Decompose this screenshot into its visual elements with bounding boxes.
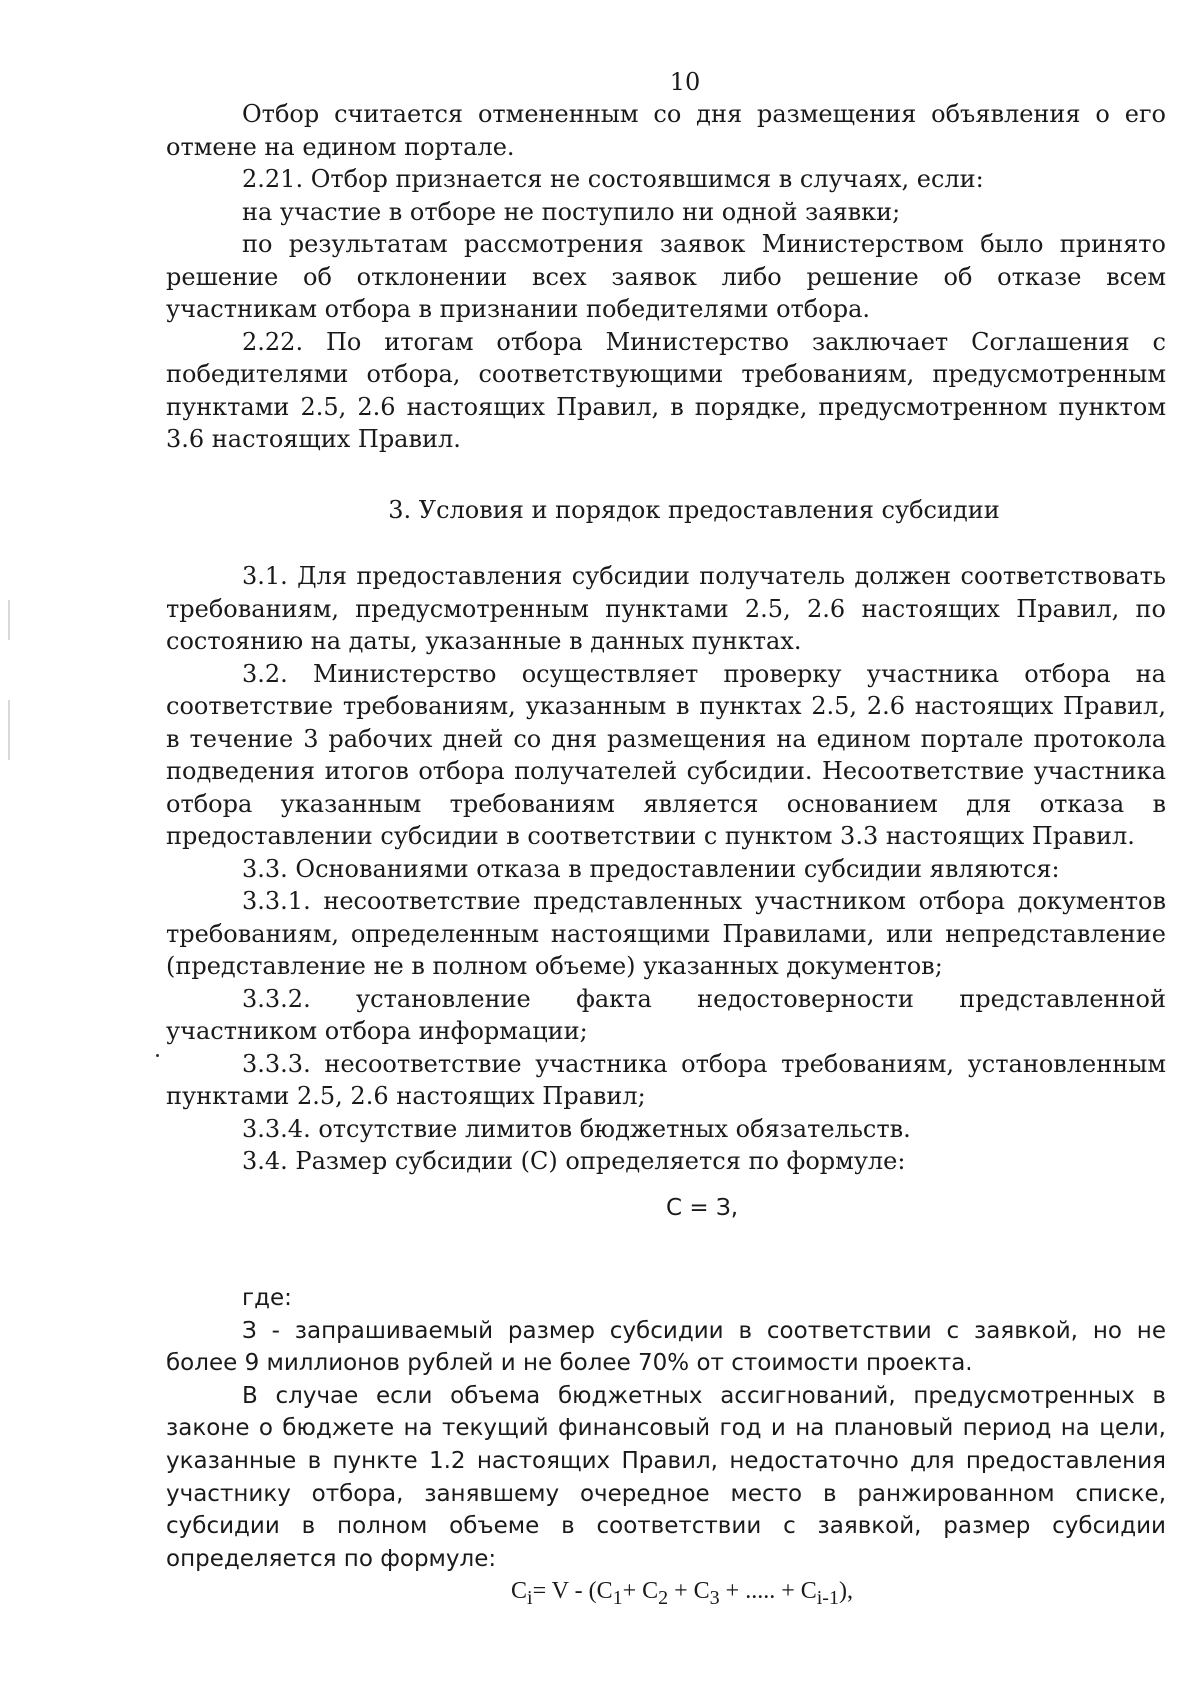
- document-body: [166, 98, 1166, 1615]
- where-label: где:: [242, 1285, 292, 1312]
- paragraph: 3.3.1. несоответствие представленных участником отбора документов требованиям, определенным настоящими Правилами, или непредставление (представление не в полном объеме) указанных документов;: [166, 887, 1166, 980]
- formula-lhs: C: [511, 1578, 528, 1605]
- formula-subscript: 1: [612, 1587, 623, 1610]
- formula-subsidy-remaining: [166, 1575, 1166, 1614]
- formula-part: + ..... + C: [719, 1578, 817, 1605]
- paragraph: 3.1. Для предоставления субсидии получатель должен соответствовать требованиям, предусмотренным пунктами 2.5, 2.6 настоящих Правил, по состоянию на даты, указанные в данных пунктах.: [166, 562, 1166, 655]
- scan-edge-mark: [8, 600, 10, 640]
- formula-subscript: i-1: [816, 1587, 839, 1610]
- page-number: 10: [669, 68, 701, 96]
- paragraph: 3.3. Основаниями отказа в предоставлении субсидии являются:: [242, 854, 1060, 883]
- paragraph: 3.3.4. отсутствие лимитов бюджетных обязательств.: [242, 1114, 911, 1143]
- formula-subscript: 2: [658, 1587, 669, 1610]
- paragraph: В случае если объема бюджетных ассигнований, предусмотренных в законе о бюджете на текущий финансовый год и на плановый период на цели, указанные в пункте 1.2 настоящих Правил, недостаточно для предоставления участнику отбора, занявшему очередное место в ранжированном списке, субсидии в полном объеме в соответствии с заявкой, размер субсидии определяется по формуле:: [166, 1382, 1166, 1572]
- paragraph: 3.2. Министерство осуществляет проверку участника отбора на соответствие требованиям, указанным в пунктах 2.5, 2.6 настоящих Правил, в течение 3 рабочих дней со дня размещения на едином портале протокола подведения итогов отбора получателей субсидии. Несоответствие участника отбора указанным требованиям является основанием для отказа в предоставлении субсидии в соответствии с пунктом 3.3 настоящих Правил.: [166, 659, 1166, 850]
- paragraph: по результатам рассмотрения заявок Министерством было принято решение об отклонении всех заявок либо решение об отказе всем участникам отбора в признании победителями отбора.: [166, 230, 1166, 323]
- scan-edge-mark: [8, 700, 10, 760]
- paragraph: 3.3.3. несоответствие участника отбора требованиям, установленным пунктами 2.5, 2.6 настоящих Правил;: [166, 1049, 1166, 1110]
- paragraph: 2.21. Отбор признается не состоявшимся в случаях, если:: [242, 165, 984, 193]
- formula-part: + C: [668, 1578, 710, 1605]
- formula-subscript: 3: [709, 1587, 720, 1610]
- paragraph: 3.3.2. установление факта недостоверности представленной участником отбора информации;: [166, 984, 1166, 1045]
- paragraph: Отбор считается отмененным со дня размещения объявления о его отмене на едином портале.: [166, 100, 1166, 161]
- formula-part: = V - (C: [532, 1578, 613, 1605]
- paragraph: 2.22. По итогам отбора Министерство заключает Соглашения с победителями отбора, соответствующими требованиям, предусмотренным пунктами 2.5, 2.6 настоящих Правил, в порядке, предусмотренном пунктом 3.6 настоящих Правил.: [166, 327, 1166, 453]
- formula-part: + C: [622, 1578, 659, 1605]
- formula-subscript: i: [527, 1587, 533, 1610]
- formula-subsidy-size: С = З,: [666, 1194, 739, 1221]
- paragraph: 3.4. Размер субсидии (С) определяется по формуле:: [242, 1147, 906, 1175]
- formula-part: ),: [838, 1578, 853, 1605]
- section-heading: 3. Условия и порядок предоставления субсидии: [388, 495, 1000, 524]
- scan-speck: [156, 1054, 159, 1057]
- definition-paragraph: З - запрашиваемый размер субсидии в соответствии с заявкой, но не более 9 миллионов рублей и не более 70% от стоимости проекта.: [166, 1317, 1166, 1377]
- paragraph: на участие в отборе не поступило ни одной заявки;: [242, 197, 901, 226]
